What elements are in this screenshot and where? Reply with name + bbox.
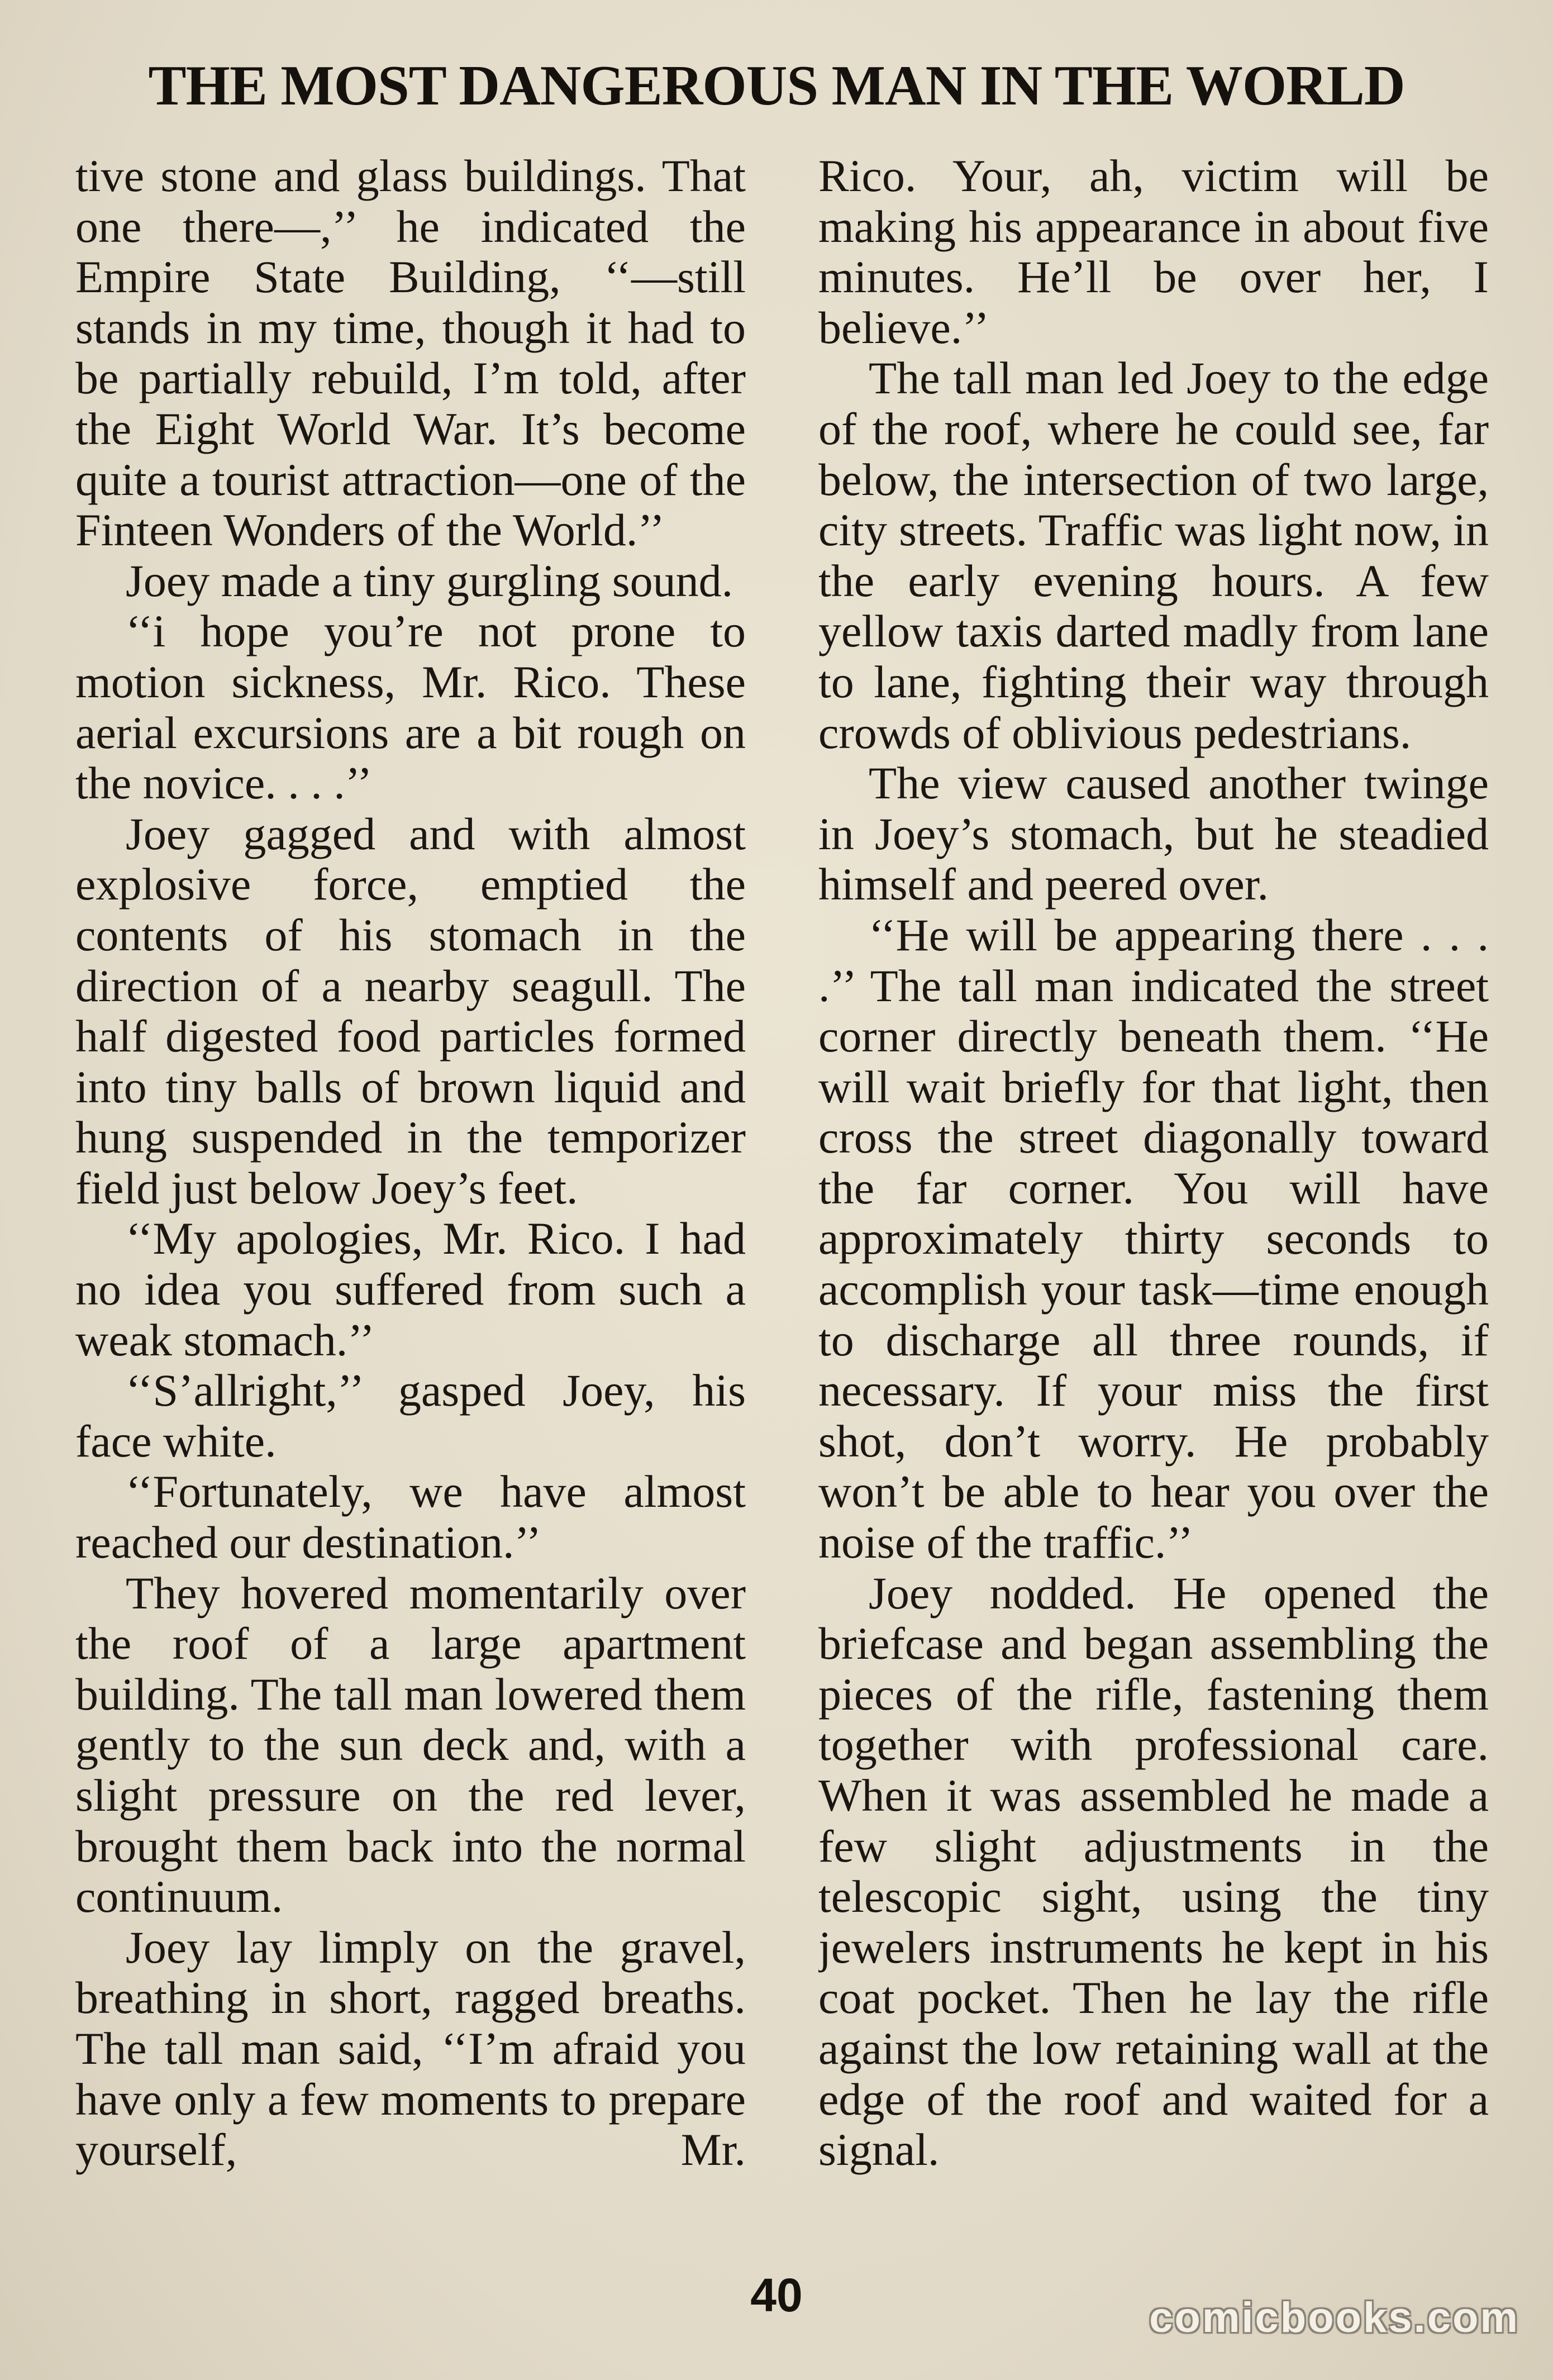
paragraph: ‘‘He will be appearing there . . . .’’ The tall man indicated the street corner directly beneath them. ‘‘He will wait briefly for that light, then cross the street diagonally toward the far corner. You will have approximately thirty seconds to accomplish your task—time enough to discharge all three rounds, if necessary. If your miss the first shot, don’t worry. He probably won’t be able to hear you over the noise of the traffic.’’ (818, 909, 1489, 1568)
paragraph: Joey made a tiny gurgling sound. (126, 555, 733, 606)
paragraph: Joey gagged and with almost explosive force, emptied the contents of his stomach in the direction of a nearby seagull. The half digested food particles formed into tiny balls of brown liquid and hung suspended in the temporizer field just below Joey’s feet. (75, 808, 746, 1213)
right-text-column (818, 151, 1489, 2268)
paragraph: The view caused another twinge in Joey’s stomach, but he steadied himself and peered over. (818, 758, 1489, 910)
page-number: 40 (750, 2269, 803, 2321)
left-text-column (75, 151, 746, 2268)
page-header-title: THE MOST DANGEROUS MAN IN THE WORLD (148, 54, 1405, 117)
paragraph: ‘‘My apologies, Mr. Rico. I had no idea you suffered from such a weak stomach.’’ (75, 1213, 746, 1365)
paragraph: Joey nodded. He opened the briefcase and began assembling the pieces of the rifle, fastening them together with professional care. When it was assembled he made a few slight adjustments in the telescopic sight, using the tiny jewelers instruments he kept in his coat pocket. Then he lay the rifle against the low retaining wall at the edge of the roof and waited for a signal. (818, 1567, 1489, 2176)
paragraph: They hovered momentarily over the roof of a large apartment building. The tall man lowered them gently to the sun deck and, with a slight pressure on the red lever, brought them back into the normal continuum. (75, 1567, 746, 1922)
paragraph: Joey lay limply on the gravel, breathing in short, ragged breaths. The tall man said, ‘‘I’m afraid you have only a few moments to prepare yourself, Mr. (75, 1921, 746, 2176)
paragraph: The tall man led Joey to the edge of the roof, where he could see, far below, the intersection of two large, city streets. Traffic was light now, in the early evening hours. A few yellow taxis darted madly from lane to lane, fighting their way through crowds of oblivious pedestrians. (818, 353, 1489, 758)
paragraph: tive stone and glass buildings. That one there—,’’ he indicated the Empire State Building, ‘‘—still stands in my time, though it had to be partially rebuild, I’m told, after the Eight World War. It’s become quite a tourist attraction—one of the Finteen Wonders of the World.’’ (75, 151, 746, 556)
paragraph: ‘‘i hope you’re not prone to motion sickness, Mr. Rico. These aerial excursions are a bit rough on the novice. . . .’’ (75, 606, 746, 809)
paragraph: ‘‘Fortunately, we have almost reached our destination.’’ (75, 1466, 746, 1568)
paragraph: ‘‘S’allright,’’ gasped Joey, his face white. (75, 1365, 746, 1467)
paragraph: Rico. Your, ah, victim will be making his appearance in about five minutes. He’ll be over her, I believe.’’ (818, 151, 1489, 353)
watermark: comicbooks.com (1149, 2294, 1519, 2341)
